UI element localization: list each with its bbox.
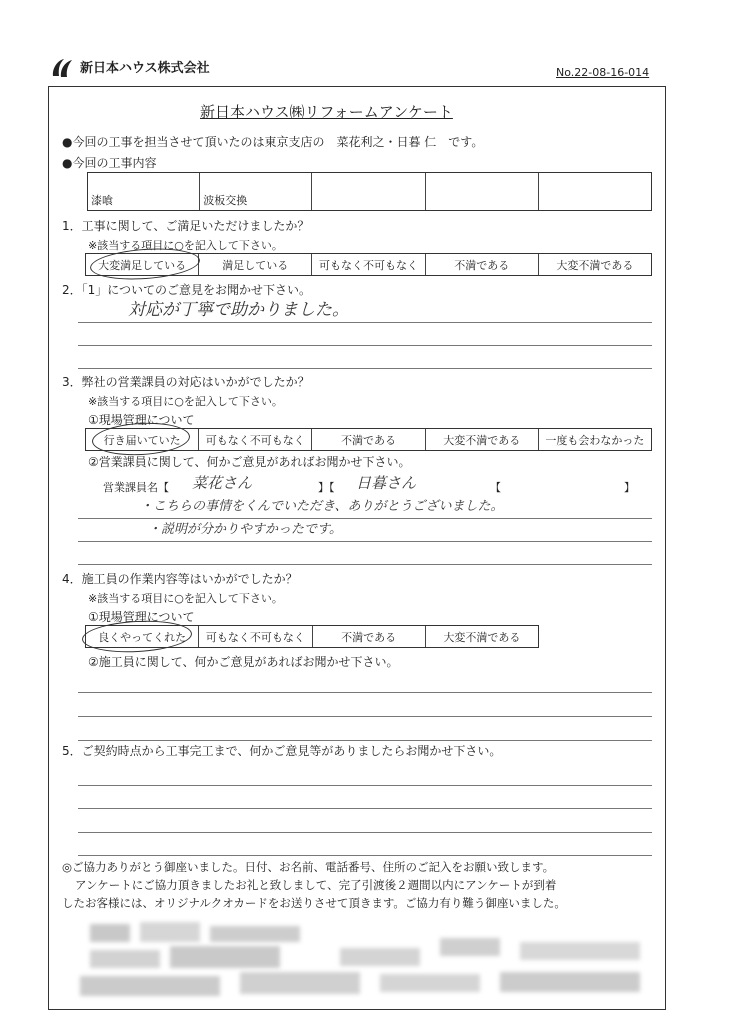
q1-option-neutral[interactable]: 可もなく不可もなく: [312, 254, 425, 275]
answer-line: [78, 322, 652, 323]
q2-answer: 対応が丁寧で助かりました。: [128, 300, 349, 320]
q3-option-never-met[interactable]: 一度も会わなかった: [545, 433, 645, 447]
answer-line: [78, 832, 652, 833]
q3-note: ※該当する項目に○を記入して下さい。: [88, 395, 283, 408]
work-item: [539, 173, 651, 210]
q3-option-dissatisfied[interactable]: 不満である: [312, 429, 425, 450]
q5-title: 5．ご契約時点から工事完工まで、何かご意見等がありましたらお聞かせ下さい。: [62, 744, 502, 758]
q4-note: ※該当する項目に○を記入して下さい。: [88, 592, 283, 605]
q1-option-dissatisfied[interactable]: 不満である: [426, 254, 539, 275]
q3-comment-1: ・こちらの事情をくんでいただき、ありがとうございました。: [140, 499, 504, 514]
answer-line: [78, 345, 652, 346]
work-item: [312, 173, 425, 210]
intro-text: ●今回の工事を担当させて頂いたのは東京支店の 菜花利之・日暮 仁 です。: [62, 135, 484, 149]
q3-sub1: ①現場管理について: [88, 413, 195, 427]
answer-line: [78, 740, 652, 741]
q4-option-dissatisfied[interactable]: 不満である: [313, 626, 426, 647]
answer-line: [78, 541, 652, 542]
staff-open: 【: [490, 481, 501, 494]
q4-sub1: ①現場管理について: [88, 610, 195, 624]
q1-option-very-satisfied[interactable]: 大変満足している: [86, 254, 199, 275]
answer-line: [78, 368, 652, 369]
q2-title: 2．「1」についてのご意見をお聞かせ下さい。: [62, 283, 312, 297]
q4-option-neutral[interactable]: 可もなく不可もなく: [199, 626, 312, 647]
q3-comment-2: ・説明が分かりやすかったです。: [148, 522, 342, 537]
staff-label: 営業課員名【: [103, 481, 169, 494]
form-title: 新日本ハウス㈱リフォームアンケート: [200, 103, 453, 121]
answer-line: [78, 564, 652, 565]
work-item: 波板交換: [200, 173, 312, 210]
q3-option-neutral[interactable]: 可もなく不可もなく: [199, 429, 312, 450]
q4-option-very-dissatisfied[interactable]: 大変不満である: [443, 630, 521, 644]
work-item: [426, 173, 539, 210]
answer-line: [78, 785, 652, 786]
footer-line-3: したお客様には、オリジナルクオカードをお送りさせて頂きます。ご協力有り難う御座いました。: [62, 896, 566, 910]
work-item: 漆喰: [88, 173, 200, 210]
q3-title: 3．弊社の営業課員の対応はいかがでしたか？: [62, 375, 310, 389]
q3-option-thorough[interactable]: 行き届いていた: [86, 429, 199, 450]
company-logo-icon: [50, 56, 76, 80]
redacted-customer-info: [60, 916, 660, 1006]
q4-option-good-job[interactable]: 良くやってくれた: [86, 626, 199, 647]
company-name: 新日本ハウス株式会社: [80, 61, 210, 76]
answer-line: [78, 855, 652, 856]
q4-title: 4．施工員の作業内容等はいかがでしたか？: [62, 572, 298, 586]
q1-note: ※該当する項目に○を記入して下さい。: [88, 239, 283, 252]
work-content-table: [87, 172, 652, 211]
staff-name-1: 菜花さん: [192, 474, 253, 492]
answer-line: [78, 692, 652, 693]
q3-option-very-dissatisfied[interactable]: 大変不満である: [426, 429, 539, 450]
q3-sub2: ②営業課員に関して、何かご意見があればお聞かせ下さい。: [88, 455, 411, 469]
answer-line: [78, 808, 652, 809]
q4-sub2: ②施工員に関して、何かご意見があればお聞かせ下さい。: [88, 655, 399, 669]
staff-name-2: 日暮さん: [356, 474, 417, 492]
q1-option-very-dissatisfied[interactable]: 大変不満である: [556, 258, 634, 272]
q1-option-satisfied[interactable]: 満足している: [199, 254, 312, 275]
footer-line-2: アンケートにご協力頂きましたお礼と致しまして、完了引渡後２週間以内にアンケートが到着: [75, 878, 557, 892]
staff-close: 】: [624, 481, 635, 494]
footer-line-1: ◎ご協力ありがとう御座いました。日付、お名前、電話番号、住所のご記入をお願い致します。: [62, 860, 555, 874]
work-content-label: ●今回の工事内容: [62, 156, 157, 170]
answer-line: [78, 518, 652, 519]
answer-line: [78, 716, 652, 717]
document-number: No.22-08-16-014: [556, 66, 650, 79]
staff-separator: 】【: [318, 481, 335, 494]
q1-title: 1．工事に関して、ご満足いただけましたか？: [62, 219, 310, 233]
